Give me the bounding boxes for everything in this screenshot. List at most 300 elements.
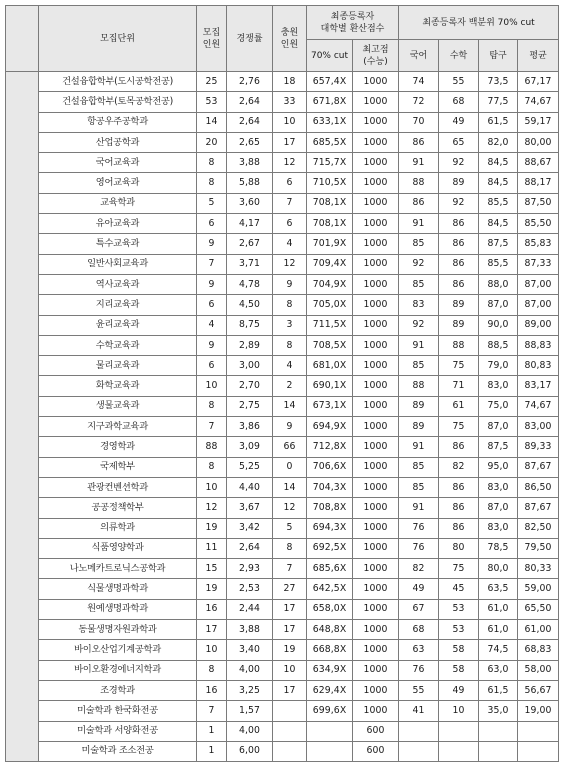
cell-extra: 7	[273, 559, 307, 579]
cell-math: 75	[439, 356, 479, 376]
cell-avg: 65,50	[518, 599, 559, 619]
cell-maxscore: 1000	[353, 620, 399, 640]
cell-avg: 83,17	[518, 376, 559, 396]
cell-maxscore: 1000	[353, 498, 399, 518]
cell-kor: 70	[399, 112, 439, 132]
table-row	[6, 376, 559, 396]
cell-avg	[518, 721, 559, 741]
cell-cut70: 706,6X	[307, 457, 353, 477]
table-row	[6, 518, 559, 538]
cell-extra	[273, 741, 307, 761]
cell-kor: 85	[399, 457, 439, 477]
cell-quota: 19	[197, 518, 227, 538]
cell-quota: 11	[197, 538, 227, 558]
cell-quota: 53	[197, 92, 227, 112]
cell-extra: 2	[273, 376, 307, 396]
cell-ratio: 4,78	[227, 274, 273, 294]
cell-unit: 물리교육과	[39, 356, 197, 376]
cell-unit: 미술학과 서양화전공	[39, 721, 197, 741]
cell-math	[439, 741, 479, 761]
cell-quota: 8	[197, 457, 227, 477]
cell-avg: 80,83	[518, 356, 559, 376]
cell-unit: 유아교육과	[39, 214, 197, 234]
cell-maxscore: 1000	[353, 437, 399, 457]
cell-math: 65	[439, 132, 479, 152]
table-row	[6, 660, 559, 680]
cell-kor: 76	[399, 660, 439, 680]
cell-maxscore: 1000	[353, 579, 399, 599]
cell-explore: 74,5	[479, 640, 518, 660]
cell-extra: 8	[273, 538, 307, 558]
table-row	[6, 457, 559, 477]
cell-explore: 85,5	[479, 193, 518, 213]
cell-math: 61	[439, 396, 479, 416]
cell-avg: 87,00	[518, 295, 559, 315]
cell-cut70: 709,4X	[307, 254, 353, 274]
cell-maxscore: 1000	[353, 295, 399, 315]
cell-explore: 87,5	[479, 234, 518, 254]
cell-avg: 82,50	[518, 518, 559, 538]
cell-quota: 1	[197, 721, 227, 741]
cell-extra: 18	[273, 72, 307, 92]
cell-ratio: 2,64	[227, 92, 273, 112]
cell-kor: 55	[399, 680, 439, 700]
side-column	[6, 72, 39, 762]
header-explore: 탐구	[479, 40, 518, 72]
cell-extra: 12	[273, 498, 307, 518]
cell-kor: 41	[399, 701, 439, 721]
table-row	[6, 640, 559, 660]
cell-explore: 83,0	[479, 376, 518, 396]
cell-explore: 90,0	[479, 315, 518, 335]
cell-unit: 건설융합학부(토목공학전공)	[39, 92, 197, 112]
cell-kor: 86	[399, 193, 439, 213]
cell-explore: 61,0	[479, 620, 518, 640]
cell-explore: 83,0	[479, 518, 518, 538]
cell-kor: 74	[399, 72, 439, 92]
cell-avg: 59,00	[518, 579, 559, 599]
cell-explore: 84,5	[479, 173, 518, 193]
cell-maxscore: 1000	[353, 417, 399, 437]
cell-avg: 80,33	[518, 559, 559, 579]
cell-maxscore: 1000	[353, 538, 399, 558]
cell-unit: 동물생명자원과학과	[39, 620, 197, 640]
cell-math: 68	[439, 92, 479, 112]
cell-maxscore: 1000	[353, 457, 399, 477]
table-row	[6, 620, 559, 640]
header-extra: 충원 인원	[273, 6, 307, 72]
cell-avg: 79,50	[518, 538, 559, 558]
cell-cut70: 633,1X	[307, 112, 353, 132]
header-quota: 모집 인원	[197, 6, 227, 72]
cell-quota: 8	[197, 153, 227, 173]
cell-math: 55	[439, 72, 479, 92]
table-row	[6, 701, 559, 721]
cell-explore: 87,0	[479, 498, 518, 518]
header-blank	[6, 6, 39, 72]
header-ratio: 경쟁률	[227, 6, 273, 72]
cell-maxscore: 1000	[353, 335, 399, 355]
cell-kor: 49	[399, 579, 439, 599]
cell-unit: 바이오산업기계공학과	[39, 640, 197, 660]
cell-avg: 59,17	[518, 112, 559, 132]
cell-explore: 73,5	[479, 72, 518, 92]
cell-quota: 17	[197, 620, 227, 640]
cell-unit: 지구과학교육과	[39, 417, 197, 437]
cell-cut70: 712,8X	[307, 437, 353, 457]
cell-math: 86	[439, 498, 479, 518]
cell-maxscore: 1000	[353, 112, 399, 132]
cell-kor: 68	[399, 620, 439, 640]
cell-unit: 국제학부	[39, 457, 197, 477]
cell-quota: 8	[197, 173, 227, 193]
cell-extra: 6	[273, 214, 307, 234]
table-row	[6, 153, 559, 173]
cell-math: 75	[439, 417, 479, 437]
cell-quota: 16	[197, 599, 227, 619]
cell-unit: 화학교육과	[39, 376, 197, 396]
cell-extra: 4	[273, 356, 307, 376]
cell-ratio: 3,86	[227, 417, 273, 437]
cell-maxscore: 1000	[353, 274, 399, 294]
cell-math: 89	[439, 295, 479, 315]
cell-extra: 0	[273, 457, 307, 477]
cell-unit: 교육학과	[39, 193, 197, 213]
cell-cut70: 685,6X	[307, 559, 353, 579]
admission-table-wrap	[5, 5, 559, 762]
cell-extra: 14	[273, 477, 307, 497]
cell-ratio: 2,53	[227, 579, 273, 599]
cell-cut70	[307, 741, 353, 761]
cell-avg: 85,50	[518, 214, 559, 234]
cell-math: 58	[439, 660, 479, 680]
cell-unit: 바이오환경에너지학과	[39, 660, 197, 680]
cell-kor: 76	[399, 538, 439, 558]
cell-math: 10	[439, 701, 479, 721]
cell-explore: 87,0	[479, 295, 518, 315]
cell-extra: 6	[273, 173, 307, 193]
cell-quota: 88	[197, 437, 227, 457]
cell-cut70: 699,6X	[307, 701, 353, 721]
cell-quota: 8	[197, 396, 227, 416]
cell-unit: 역사교육과	[39, 274, 197, 294]
cell-quota: 9	[197, 335, 227, 355]
cell-ratio: 3,60	[227, 193, 273, 213]
cell-math: 86	[439, 254, 479, 274]
cell-ratio: 3,09	[227, 437, 273, 457]
cell-unit: 항공우주공학과	[39, 112, 197, 132]
cell-avg: 83,00	[518, 417, 559, 437]
cell-maxscore: 1000	[353, 173, 399, 193]
cell-avg: 86,50	[518, 477, 559, 497]
header-avg: 평균	[518, 40, 559, 72]
cell-explore: 35,0	[479, 701, 518, 721]
cell-extra: 17	[273, 680, 307, 700]
table-row	[6, 579, 559, 599]
cell-cut70: 708,1X	[307, 193, 353, 213]
cell-ratio: 5,25	[227, 457, 273, 477]
cell-unit: 일반사회교육과	[39, 254, 197, 274]
cell-unit: 국어교육과	[39, 153, 197, 173]
cell-maxscore: 1000	[353, 356, 399, 376]
cell-quota: 14	[197, 112, 227, 132]
table-row	[6, 173, 559, 193]
cell-quota: 12	[197, 498, 227, 518]
cell-quota: 7	[197, 254, 227, 274]
cell-kor: 85	[399, 234, 439, 254]
cell-ratio: 1,57	[227, 701, 273, 721]
cell-ratio: 3,42	[227, 518, 273, 538]
cell-unit: 식물생명과학과	[39, 579, 197, 599]
cell-explore: 77,5	[479, 92, 518, 112]
cell-ratio: 6,00	[227, 741, 273, 761]
cell-quota: 7	[197, 701, 227, 721]
cell-cut70: 694,3X	[307, 518, 353, 538]
cell-unit: 미술학과 조소전공	[39, 741, 197, 761]
cell-math: 49	[439, 112, 479, 132]
cell-explore: 82,0	[479, 132, 518, 152]
cell-ratio: 2,93	[227, 559, 273, 579]
cell-extra: 9	[273, 274, 307, 294]
cell-maxscore: 1000	[353, 153, 399, 173]
cell-maxscore: 1000	[353, 234, 399, 254]
cell-avg	[518, 741, 559, 761]
table-row	[6, 295, 559, 315]
cell-avg: 67,17	[518, 72, 559, 92]
cell-unit: 건설융합학부(도시공학전공)	[39, 72, 197, 92]
cell-ratio: 2,70	[227, 376, 273, 396]
cell-explore: 80,0	[479, 559, 518, 579]
cell-ratio: 3,71	[227, 254, 273, 274]
cell-explore: 87,0	[479, 417, 518, 437]
cell-kor: 89	[399, 417, 439, 437]
cell-cut70: 629,4X	[307, 680, 353, 700]
cell-maxscore: 1000	[353, 72, 399, 92]
cell-ratio: 2,67	[227, 234, 273, 254]
cell-cut70: 634,9X	[307, 660, 353, 680]
cell-ratio: 2,64	[227, 112, 273, 132]
cell-explore: 84,5	[479, 153, 518, 173]
cell-kor: 92	[399, 315, 439, 335]
cell-ratio: 8,75	[227, 315, 273, 335]
cell-extra: 12	[273, 254, 307, 274]
cell-avg: 74,67	[518, 92, 559, 112]
cell-kor: 83	[399, 295, 439, 315]
table-row	[6, 234, 559, 254]
cell-avg: 87,00	[518, 274, 559, 294]
cell-kor: 72	[399, 92, 439, 112]
cell-kor: 88	[399, 376, 439, 396]
cell-quota: 9	[197, 274, 227, 294]
cell-unit: 산업공학과	[39, 132, 197, 152]
cell-math: 86	[439, 234, 479, 254]
cell-maxscore: 1000	[353, 396, 399, 416]
cell-cut70: 705,0X	[307, 295, 353, 315]
cell-unit: 영어교육과	[39, 173, 197, 193]
cell-kor: 91	[399, 153, 439, 173]
cell-unit: 원예생명과학과	[39, 599, 197, 619]
cell-math: 88	[439, 335, 479, 355]
admission-results-table	[5, 5, 559, 762]
cell-kor	[399, 721, 439, 741]
cell-kor: 86	[399, 132, 439, 152]
cell-math: 86	[439, 274, 479, 294]
cell-unit: 미술학과 한국화전공	[39, 701, 197, 721]
cell-kor: 91	[399, 437, 439, 457]
cell-explore: 78,5	[479, 538, 518, 558]
cell-math: 75	[439, 559, 479, 579]
cell-extra: 14	[273, 396, 307, 416]
cell-extra: 33	[273, 92, 307, 112]
cell-quota: 15	[197, 559, 227, 579]
cell-kor: 85	[399, 477, 439, 497]
cell-ratio: 2,65	[227, 132, 273, 152]
cell-maxscore: 1000	[353, 193, 399, 213]
cell-ratio: 2,44	[227, 599, 273, 619]
cell-maxscore: 1000	[353, 477, 399, 497]
cell-unit: 식품영양학과	[39, 538, 197, 558]
cell-ratio: 4,00	[227, 660, 273, 680]
cell-quota: 5	[197, 193, 227, 213]
cell-avg: 56,67	[518, 680, 559, 700]
cell-extra: 27	[273, 579, 307, 599]
cell-unit: 생물교육과	[39, 396, 197, 416]
cell-avg: 80,00	[518, 132, 559, 152]
cell-ratio: 3,25	[227, 680, 273, 700]
table-row	[6, 72, 559, 92]
table-row	[6, 356, 559, 376]
table-row	[6, 254, 559, 274]
cell-explore: 63,5	[479, 579, 518, 599]
cell-maxscore: 1000	[353, 376, 399, 396]
cell-math: 86	[439, 518, 479, 538]
cell-extra: 10	[273, 112, 307, 132]
cell-avg: 89,33	[518, 437, 559, 457]
cell-unit: 특수교육과	[39, 234, 197, 254]
cell-quota: 10	[197, 376, 227, 396]
table-row	[6, 599, 559, 619]
cell-cut70: 681,0X	[307, 356, 353, 376]
cell-cut70: 704,9X	[307, 274, 353, 294]
cell-avg: 87,67	[518, 457, 559, 477]
cell-extra: 4	[273, 234, 307, 254]
table-row	[6, 396, 559, 416]
cell-maxscore: 1000	[353, 660, 399, 680]
cell-quota: 6	[197, 295, 227, 315]
cell-maxscore: 1000	[353, 640, 399, 660]
cell-avg: 89,00	[518, 315, 559, 335]
cell-kor: 76	[399, 518, 439, 538]
cell-unit: 의류학과	[39, 518, 197, 538]
cell-cut70: 701,9X	[307, 234, 353, 254]
table-row	[6, 498, 559, 518]
cell-unit: 공공정책학부	[39, 498, 197, 518]
table-row	[6, 721, 559, 741]
cell-ratio: 4,00	[227, 721, 273, 741]
cell-extra: 9	[273, 417, 307, 437]
cell-kor: 92	[399, 254, 439, 274]
cell-extra: 12	[273, 153, 307, 173]
table-row	[6, 559, 559, 579]
table-row	[6, 132, 559, 152]
header-unit: 모집단위	[39, 6, 197, 72]
header-cut70: 70% cut	[307, 40, 353, 72]
cell-avg: 58,00	[518, 660, 559, 680]
cell-explore: 84,5	[479, 214, 518, 234]
cell-maxscore: 1000	[353, 315, 399, 335]
cell-extra: 66	[273, 437, 307, 457]
cell-extra: 17	[273, 599, 307, 619]
cell-kor: 88	[399, 173, 439, 193]
table-row	[6, 92, 559, 112]
cell-explore: 83,0	[479, 477, 518, 497]
cell-kor: 85	[399, 274, 439, 294]
cell-extra: 17	[273, 132, 307, 152]
table-row	[6, 112, 559, 132]
cell-ratio: 3,40	[227, 640, 273, 660]
cell-math: 80	[439, 538, 479, 558]
cell-ratio: 2,76	[227, 72, 273, 92]
cell-quota: 8	[197, 660, 227, 680]
cell-avg: 88,17	[518, 173, 559, 193]
table-row	[6, 741, 559, 761]
cell-math: 86	[439, 437, 479, 457]
cell-kor: 67	[399, 599, 439, 619]
cell-ratio: 4,17	[227, 214, 273, 234]
cell-math: 71	[439, 376, 479, 396]
header-kor: 국어	[399, 40, 439, 72]
cell-math: 86	[439, 477, 479, 497]
cell-extra: 7	[273, 193, 307, 213]
cell-explore: 95,0	[479, 457, 518, 477]
cell-explore: 88,0	[479, 274, 518, 294]
cell-ratio: 2,75	[227, 396, 273, 416]
cell-ratio: 5,88	[227, 173, 273, 193]
cell-maxscore: 1000	[353, 599, 399, 619]
cell-maxscore: 1000	[353, 559, 399, 579]
cell-kor	[399, 741, 439, 761]
cell-math: 89	[439, 173, 479, 193]
cell-maxscore: 600	[353, 721, 399, 741]
cell-maxscore: 1000	[353, 132, 399, 152]
cell-avg: 87,67	[518, 498, 559, 518]
table-row	[6, 214, 559, 234]
cell-quota: 6	[197, 214, 227, 234]
cell-math: 53	[439, 620, 479, 640]
cell-extra	[273, 701, 307, 721]
cell-cut70: 692,5X	[307, 538, 353, 558]
cell-cut70	[307, 721, 353, 741]
cell-math: 58	[439, 640, 479, 660]
table-row	[6, 437, 559, 457]
cell-quota: 6	[197, 356, 227, 376]
cell-explore	[479, 721, 518, 741]
table-row	[6, 417, 559, 437]
cell-extra: 5	[273, 518, 307, 538]
cell-quota: 19	[197, 579, 227, 599]
cell-kor: 91	[399, 214, 439, 234]
cell-quota: 20	[197, 132, 227, 152]
table-row	[6, 477, 559, 497]
cell-quota: 25	[197, 72, 227, 92]
cell-cut70: 671,8X	[307, 92, 353, 112]
cell-math: 86	[439, 214, 479, 234]
cell-ratio: 3,88	[227, 620, 273, 640]
cell-math: 89	[439, 315, 479, 335]
header-maxscore: 최고점 (수능)	[353, 40, 399, 72]
cell-math: 82	[439, 457, 479, 477]
cell-cut70: 673,1X	[307, 396, 353, 416]
